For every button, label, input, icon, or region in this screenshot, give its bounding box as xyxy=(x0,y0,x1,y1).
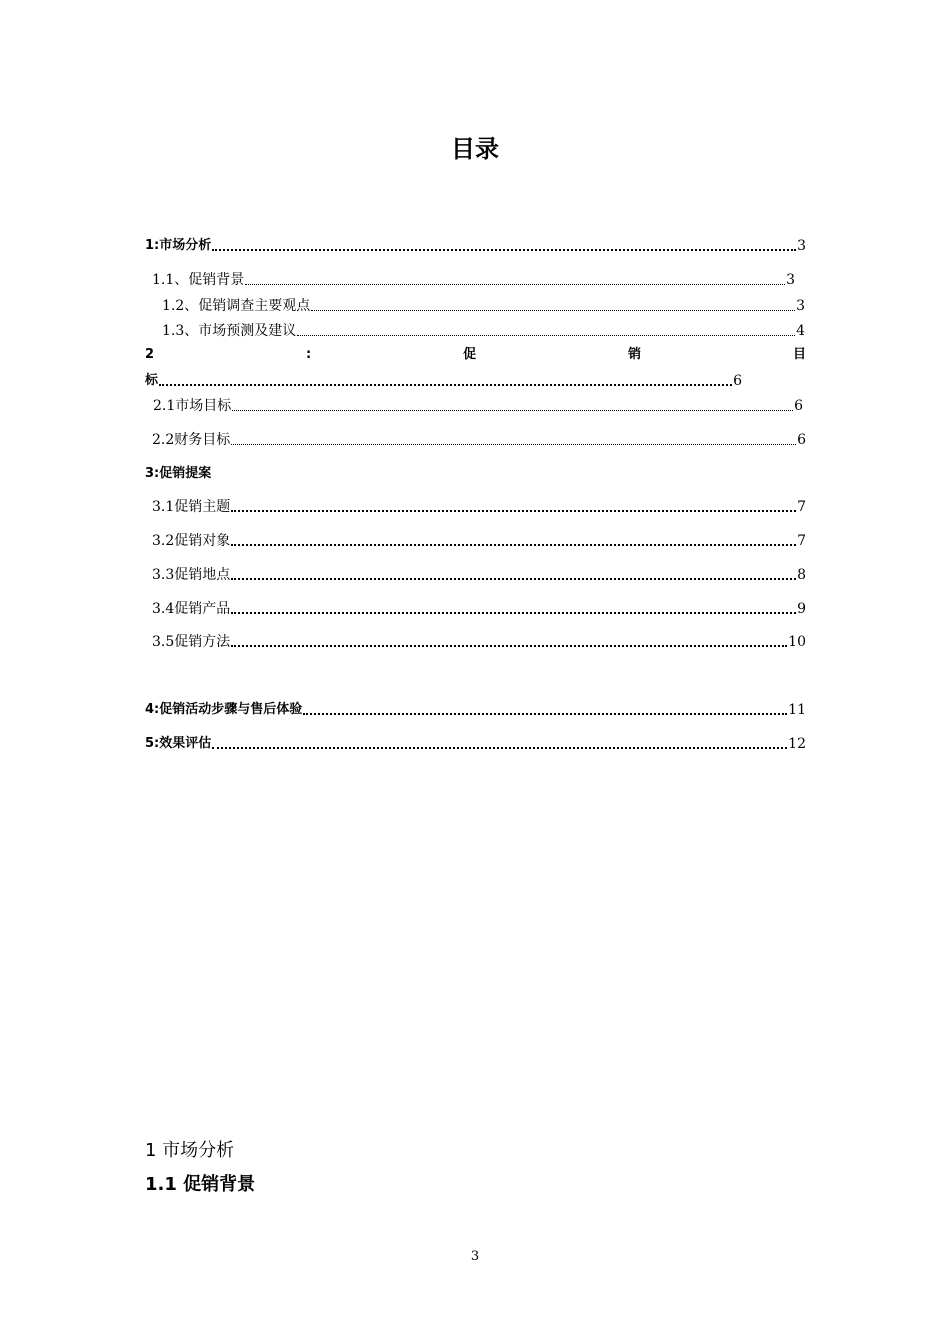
toc-leader-dots xyxy=(232,409,793,411)
toc-entry-label: 2.1市场目标 xyxy=(153,398,232,414)
toc-entry-2-char: 目 xyxy=(792,347,806,362)
toc-entry-2-char: 销 xyxy=(628,347,642,362)
toc-entry-label: 1.1、促销背景 xyxy=(152,272,245,288)
toc-entry-5[interactable] xyxy=(145,734,806,754)
toc-entry-1[interactable] xyxy=(145,236,806,256)
toc-leader-dots xyxy=(231,443,796,445)
toc-entry-3-3[interactable] xyxy=(152,565,806,585)
toc-entry-2-line2[interactable] xyxy=(145,371,742,391)
toc-entry-page: 6 xyxy=(797,432,806,448)
toc-entry-label: 标 xyxy=(145,373,159,388)
toc-leader-dots xyxy=(245,283,785,285)
toc-entry-4[interactable] xyxy=(145,700,806,720)
toc-entry-page: 6 xyxy=(794,398,803,414)
toc-entry-2-char: : xyxy=(305,347,312,362)
toc-leader-dots xyxy=(159,383,732,386)
toc-entry-2-2[interactable] xyxy=(152,430,806,450)
toc-leader-dots xyxy=(231,644,787,647)
toc-entry-3-1[interactable] xyxy=(152,497,806,517)
toc-leader-dots xyxy=(297,334,795,336)
toc-entry-3-2[interactable] xyxy=(152,531,806,551)
toc-entry-label: 3.2促销对象 xyxy=(152,533,231,549)
toc-entry-page: 8 xyxy=(797,567,806,583)
page-number: 3 xyxy=(470,1249,480,1264)
toc-leader-dots xyxy=(231,611,796,614)
toc-leader-dots xyxy=(212,746,787,749)
toc-entry-page: 3 xyxy=(796,298,805,314)
page-title: 目录 xyxy=(451,135,499,163)
toc-entry-page: 12 xyxy=(788,736,806,752)
toc-entry-2-line1[interactable] xyxy=(145,345,806,365)
toc-entry-label: 1:市场分析 xyxy=(145,238,212,253)
toc-entry-label: 2.2财务目标 xyxy=(152,432,231,448)
toc-entry-page: 7 xyxy=(797,533,806,549)
toc-entry-1-3[interactable] xyxy=(162,321,805,341)
toc-entry-page: 7 xyxy=(797,499,806,515)
toc-entry-label: 3:促销提案 xyxy=(145,466,212,481)
toc-leader-dots xyxy=(303,712,787,715)
toc-leader-dots xyxy=(311,309,795,311)
toc-entry-3-5[interactable] xyxy=(152,632,806,652)
section-heading-1: 1 市场分析 xyxy=(145,1140,235,1161)
toc-entry-2-1[interactable] xyxy=(153,396,803,416)
toc-entry-page: 4 xyxy=(796,323,805,339)
toc-entry-page: 11 xyxy=(788,702,806,718)
toc-entry-1-1[interactable] xyxy=(152,270,795,290)
toc-entry-label: 3.3促销地点 xyxy=(152,567,231,583)
toc-entry-2-char: 促 xyxy=(463,347,477,362)
toc-leader-dots xyxy=(231,577,796,580)
toc-entry-page: 3 xyxy=(797,238,806,254)
toc-leader-dots xyxy=(231,543,796,546)
toc-entry-label: 5:效果评估 xyxy=(145,736,212,751)
toc-entry-page: 6 xyxy=(733,373,742,389)
toc-entry-label: 3.4促销产品 xyxy=(152,601,231,617)
toc-entry-2-char: 2 xyxy=(145,347,155,362)
toc-leader-dots xyxy=(212,248,796,251)
section-heading-1-1: 1.1 促销背景 xyxy=(145,1174,256,1195)
toc-entry-label: 1.2、促销调查主要观点 xyxy=(162,298,311,314)
toc-entry-label: 1.3、市场预测及建议 xyxy=(162,323,297,339)
toc-entry-1-2[interactable] xyxy=(162,296,805,316)
toc-entry-label: 4:促销活动步骤与售后体验 xyxy=(145,702,303,717)
toc-entry-page: 9 xyxy=(797,601,806,617)
toc-leader-dots xyxy=(231,509,796,512)
toc-entry-3-4[interactable] xyxy=(152,599,806,619)
toc-entry-page: 3 xyxy=(786,272,795,288)
toc-entry-label: 3.1促销主题 xyxy=(152,499,231,515)
toc-entry-3[interactable] xyxy=(145,464,806,484)
toc-entry-label: 3.5促销方法 xyxy=(152,634,231,650)
toc-entry-page: 10 xyxy=(788,634,806,650)
